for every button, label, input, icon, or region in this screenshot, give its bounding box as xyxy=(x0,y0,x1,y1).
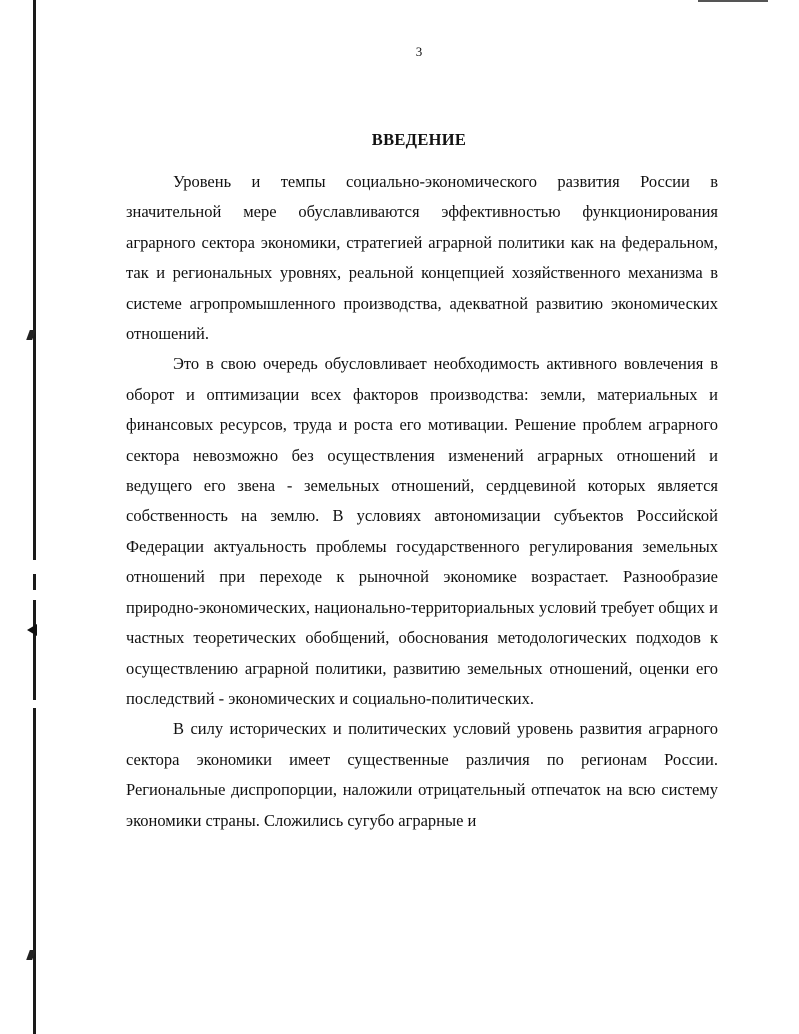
binding-edge-line xyxy=(33,0,36,1034)
binding-edge-marker xyxy=(27,624,37,636)
top-edge-rule xyxy=(698,0,768,2)
paragraph: В силу исторических и политических условий уровень развития аграрного сектора экономики имеет существенные различия по регионам России. Региональные диспропорции, наложили отрицательный отпечаток на всю систему экономики страны. Сложились сугубо аграрные и xyxy=(126,719,718,830)
binding-edge-gap xyxy=(30,590,39,600)
section-heading: ВВЕДЕНИЕ xyxy=(371,130,467,149)
page-number: 3 xyxy=(415,44,423,59)
binding-edge-gap xyxy=(30,700,39,708)
body-text xyxy=(126,167,718,836)
binding-edge-gap xyxy=(30,560,39,574)
paragraph: Уровень и темпы социально-экономического развития России в значительной мере обуславливаются эффективностью функционирования аграрного сектора экономики, стратегией аграрной политики как на федеральном, так и региональных уровнях, реальной концепцией хозяйственного механизма в системе агропромышленного производства, адекватной развитию экономических отношений. xyxy=(126,172,718,344)
paragraph: Это в свою очередь обусловливает необходимость активного вовлечения в оборот и оптимизации всех факторов производства: земли, материальных и финансовых ресурсов, труда и роста его мотивации. Решение проблем аграрного сектора невозможно без осуществления изменений аграрных отношений и ведущего его звена - земельных отношений, сердцевиной которых является собственность на землю. В условиях автономизации субъектов Российской Федерации актуальность проблемы государственного регулирования земельных отношений при переходе к рыночной экономике возрастает. Разнообразие природно-экономических, национально-территориальных условий требует общих и частных теоретических обобщений, обоснования методологических подходов к осуществлению аграрной политики, развитию земельных отношений, оценки его последствий - экономических и социально-политических. xyxy=(126,354,718,708)
